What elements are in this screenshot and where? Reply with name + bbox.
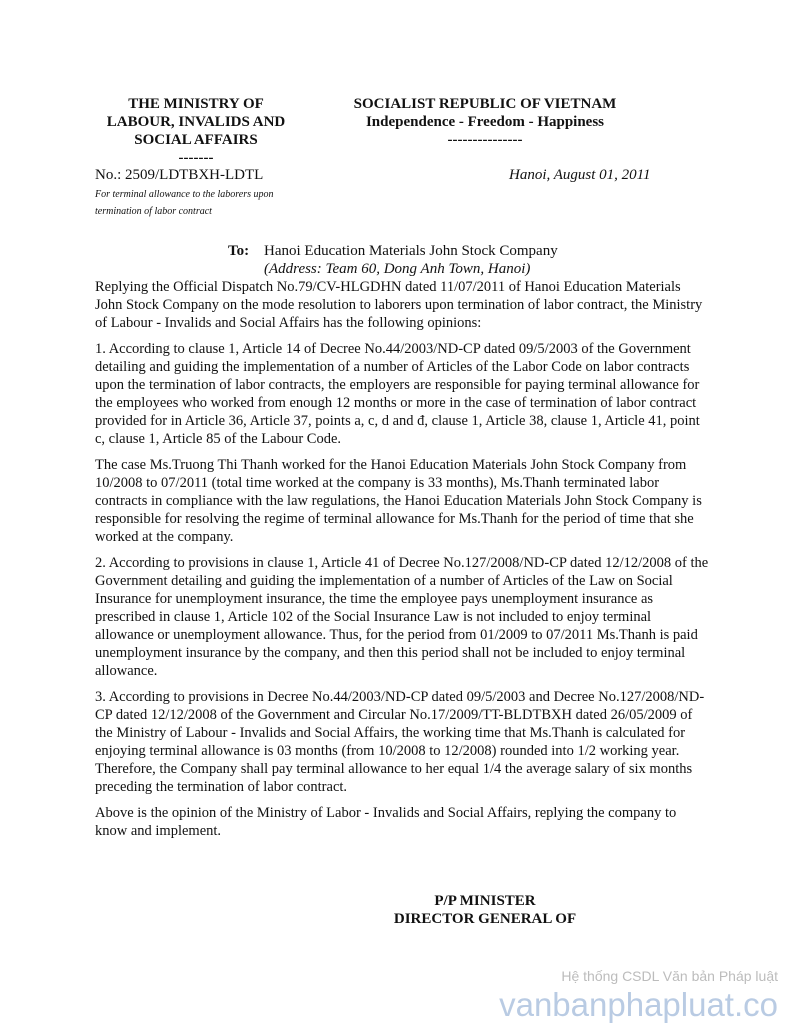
body-paragraph: 3. According to provisions in Decree No.44/2003/ND-CP dated 09/5/2003 and Decree No.127/2008/ND-CP dated 12/12/2008 of the Government and Circular No.17/2009/TT-BLDTBXH dated 26/05/2009 of the Ministry of Labour - Invalids and Social Affairs, the working time that Ms.Thanh is calculated for enjoying terminal allowance is 03 months (from 10/2008 to 12/2008) rounded into 1/2 working year. Therefore, the Company shall pay terminal allowance to her equal 1/4 the average salary of six months preceding the termination of labor contract. <box>95 689 705 795</box>
body-paragraph: Above is the opinion of the Ministry of Labor - Invalids and Social Affairs, replying the company to know and implement. <box>95 805 677 839</box>
ministry-divider: ------- <box>178 150 214 166</box>
signature-block <box>330 892 640 928</box>
body-paragraph: 1. According to clause 1, Article 14 of Decree No.44/2003/ND-CP dated 09/5/2003 of the Government detailing and guiding the implementation of a number of Articles of the Labor Code on labor contracts upon the termination of labor contracts, the employers are responsible for paying terminal allowance for the employees who worked from enough 12 months or more in the case of termination of labor contract provided for in Article 36, Article 37, points a, c, d and đ, clause 1, Article 38, clause 1, Article 41, point c, clause 1, Article 85 of the Labour Code. <box>95 341 700 447</box>
ministry-line: LABOUR, INVALIDS AND <box>106 114 286 130</box>
signer-title: P/P MINISTER <box>434 893 536 909</box>
republic-title: SOCIALIST REPUBLIC OF VIETNAM <box>353 96 617 112</box>
recipient-address: (Address: Team 60, Dong Anh Town, Hanoi) <box>264 261 531 277</box>
document-subject: For terminal allowance to the laborers upon termination of labor contract <box>95 189 274 217</box>
national-motto: Independence - Freedom - Happiness <box>365 114 605 130</box>
signer-position: DIRECTOR GENERAL OF <box>393 911 577 927</box>
document-number: No.: 2509/LDTBXH-LDTL <box>95 167 264 183</box>
body-paragraph: The case Ms.Truong Thi Thanh worked for the Hanoi Education Materials John Stock Company from 10/2008 to 07/2011 (total time worked at the company is 33 months), Ms.Thanh terminated labor contracts in compliance with the law regulations, the Hanoi Education Materials John Stock Company is responsible for resolving the regime of terminal allowance for Ms.Thanh for the period of time that she worked at the company. <box>95 457 702 545</box>
body-paragraph: 2. According to provisions in clause 1, Article 41 of Decree No.127/2008/ND-CP dated 12/12/2008 of the Government detailing and guiding the implementation of a number of Articles of the Law on Social Insurance for unemployment insurance, the time the employee pays unemployment insurance as prescribed in clause 1, Article 102 of the Social Insurance Law is not included to enjoy terminal allowance or unemployment allowance. Thus, for the period from 01/2009 to 07/2011 Ms.Thanh is paid unemployment insurance by the company, and then this period shall not be included to enjoy terminal allowance. <box>95 555 709 679</box>
recipient-name: Hanoi Education Materials John Stock Company <box>264 243 558 259</box>
republic-header <box>330 95 640 149</box>
ministry-header <box>96 95 296 167</box>
watermark <box>499 968 778 1024</box>
recipient-label: To: <box>228 243 250 259</box>
recipient-block <box>228 242 708 278</box>
motto-divider: --------------- <box>447 132 523 148</box>
document-body <box>95 278 710 848</box>
document-date: Hanoi, August 01, 2011 <box>509 167 651 183</box>
body-paragraph: Replying the Official Dispatch No.79/CV-HLGDHN dated 11/07/2011 of Hanoi Education Materials John Stock Company on the mode resolution to laborers upon termination of labor contract, the Ministry of Labour - Invalids and Social Affairs has the following opinions: <box>95 279 703 331</box>
ministry-line: THE MINISTRY OF <box>128 96 264 112</box>
watermark-site: vanbanphapluat.co <box>499 986 778 1023</box>
watermark-caption: Hệ thống CSDL Văn bản Pháp luật <box>561 968 778 984</box>
ministry-line: SOCIAL AFFAIRS <box>134 132 258 148</box>
